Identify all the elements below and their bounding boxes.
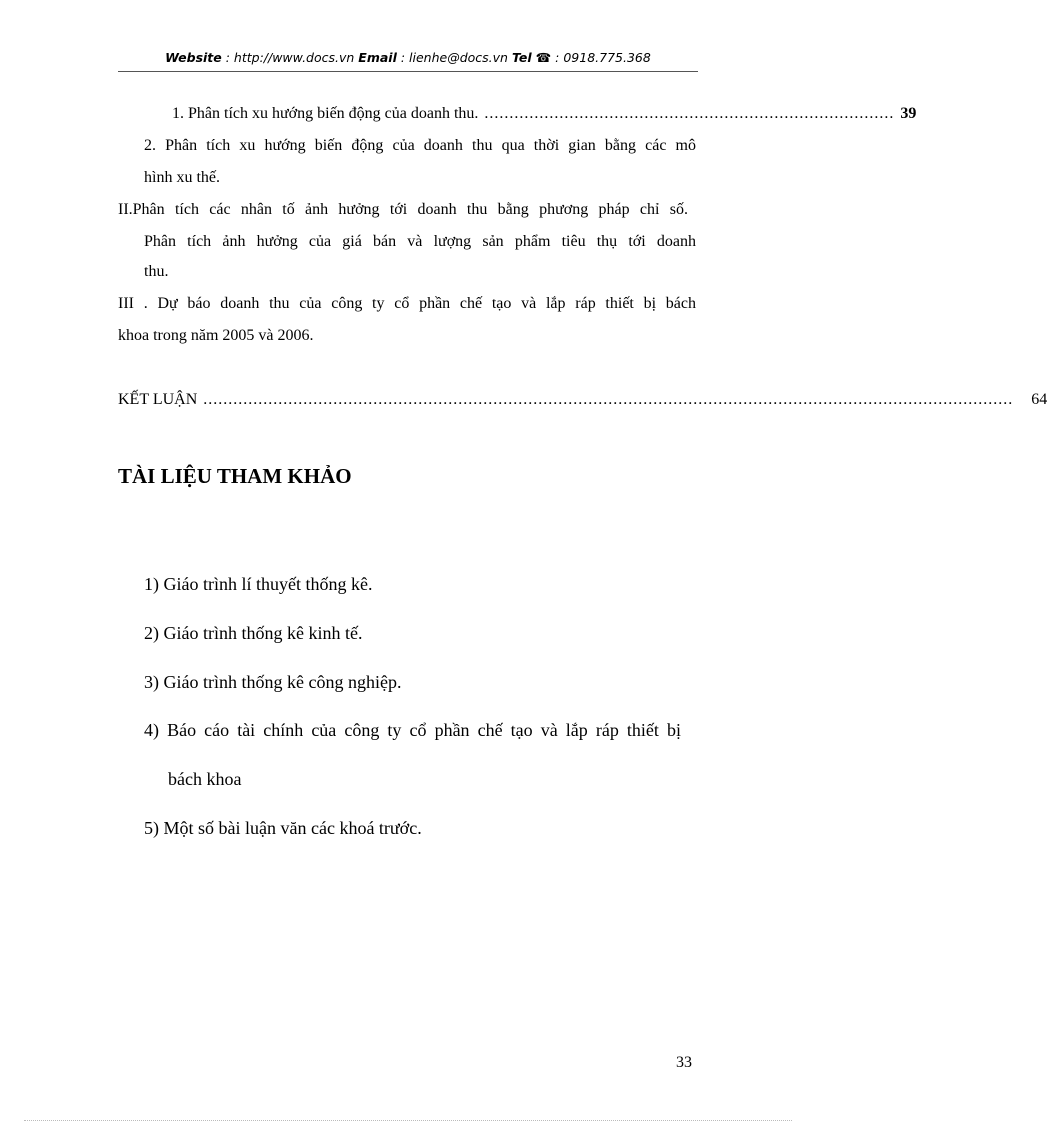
header-rule [118,71,698,72]
reference-item-2: 2) Giáo trình thống kê kinh tế. [144,623,363,643]
reference-item-4-line-2: bách khoa [168,769,242,789]
toc-item-4-line-2: thu. [144,263,169,280]
website-value: : http://www.docs.vn [221,50,359,65]
toc-item-4-line-1: Phân tích ảnh hưởng của giá bán và lượng sản phẩm tiêu thụ tới doanh [144,233,696,250]
tel-value: : 0918.775.368 [551,50,651,65]
toc-item-3: II.Phân tích các nhân tố ảnh hưởng tới doanh thu bằng phương pháp chỉ số. [118,201,688,218]
toc-item-1 [172,104,917,124]
toc-item-2-line-2: hình xu thế. [144,169,220,186]
phone-icon: ☎ [535,50,552,65]
toc-item-5-line-1: III . Dự báo doanh thu của công ty cổ phần chế tạo và lắp ráp thiết bị bách [118,295,696,312]
reference-item-3: 3) Giáo trình thống kê công nghiệp. [144,672,402,692]
reference-item-5: 5) Một số bài luận văn các khoá trước. [144,818,422,838]
page-bottom-border [24,1120,792,1121]
reference-item-1: 1) Giáo trình lí thuyết thống kê. [144,574,373,594]
reference-item-4-line-1: 4) Báo cáo tài chính của công ty cổ phần chế tạo và lắp ráp thiết bị [144,720,681,740]
toc-item-1-page: 39 [900,105,917,122]
email-label: Email [358,50,397,65]
toc-item-5-line-2: khoa trong năm 2005 và 2006. [118,327,314,344]
toc-conclusion-leader: .................................................................................................................................................................. [203,391,1014,408]
toc-conclusion [118,390,1047,410]
toc-item-1-leader: .................................................................................. [484,105,895,122]
toc-item-1-text: 1. Phân tích xu hướng biến động của doanh thu. [172,105,479,122]
tel-label: Tel [511,50,532,65]
toc-item-2-line-1: 2. Phân tích xu hướng biến động của doanh thu qua thời gian bằng các mô [144,137,696,154]
toc-conclusion-label: KẾT LUẬN [118,391,198,408]
page-number: 33 [676,1054,692,1071]
references-title: TÀI LIỆU THAM KHẢO [118,464,352,488]
page-header [118,50,698,65]
email-value: : lienhe@docs.vn [396,50,512,65]
website-label: Website [165,50,222,65]
toc-conclusion-page: 64 [1031,391,1047,408]
